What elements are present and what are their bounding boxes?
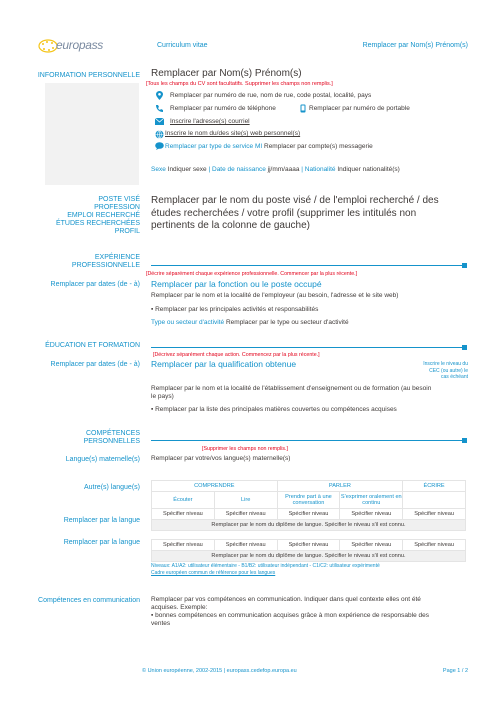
- europass-logo-text: europass: [56, 38, 103, 52]
- europass-logo-icon: [38, 38, 58, 54]
- photo-placeholder: [45, 83, 139, 185]
- birth-label: Date de naissance: [212, 166, 266, 173]
- mother-tongue-label: Langue(s) maternelle(s): [65, 456, 140, 463]
- mother-tongue-value: Remplacer par votre/vos langue(s) maternelle(s): [151, 455, 291, 462]
- email-text[interactable]: Inscrire l'adresse(s) courriel: [170, 118, 250, 125]
- europass-logo: [38, 37, 103, 55]
- section-divider: [151, 265, 465, 266]
- education-label: ÉDUCATION ET FORMATION: [45, 342, 140, 349]
- email-icon: [155, 118, 164, 127]
- experience-label-line: EXPÉRIENCE: [94, 254, 140, 261]
- level-cell[interactable]: Spécifier niveau: [277, 540, 340, 551]
- level-cell[interactable]: Spécifier niveau: [152, 540, 215, 551]
- personal-name: Remplacer par Nom(s) Prénom(s): [151, 68, 302, 79]
- communication-label: Compétences en communication: [38, 597, 140, 604]
- sex-birth-nationality-line: [151, 166, 400, 174]
- table-header-speak: PARLER: [277, 481, 403, 492]
- language-row-label: Remplacer par la langue: [63, 517, 140, 524]
- table-spacer: [152, 531, 466, 540]
- language-row-label: Remplacer par la langue: [63, 539, 140, 546]
- education-school: Remplacer par le nom et la localité de l'établissement d'enseignement ou de formation (au besoin le pays): [151, 385, 432, 400]
- diploma-row: Remplacer par le nom du diplôme de langue. Spécifier le niveau s'il est connu.: [152, 520, 466, 531]
- other-languages-label: Autre(s) langue(s): [83, 484, 140, 491]
- level-cell[interactable]: Spécifier niveau: [214, 509, 277, 520]
- language-table: [151, 480, 466, 562]
- phone-text: Remplacer par numéro de téléphone: [170, 105, 276, 112]
- footer-copyright: © Union européenne, 2002-2015 | europass.cedefop.europa.eu: [142, 668, 297, 674]
- table-subheader-production: S'exprimer oralement en continu: [340, 492, 403, 509]
- experience-employer: Remplacer par le nom et la localité de l'employeur (au besoin, l'adresse et le site web): [151, 292, 399, 299]
- level-note-line: Inscrire le niveau du: [423, 361, 468, 367]
- table-header-understand: COMPRENDRE: [152, 481, 278, 492]
- experience-label: [72, 254, 140, 270]
- sector-label: Type ou secteur d'activité: [151, 319, 225, 326]
- table-subheader-interaction: Prendre part à une conversation: [277, 492, 340, 509]
- education-title: Remplacer par la qualification obtenue: [151, 359, 297, 369]
- experience-sector: [151, 319, 349, 327]
- education-subjects: ▪ Remplacer par la liste des principales matières couvertes ou compétences acquises: [151, 406, 397, 413]
- communication-text: Remplacer par vos compétences en communication. Indiquer dans quel contexte elles ont été acquises. Exemple:: [151, 596, 421, 611]
- education-instruction: [Décrivez séparément chaque action. Commencez par la plus récente.]: [153, 352, 320, 358]
- level-cell[interactable]: Spécifier niveau: [152, 509, 215, 520]
- level-note-line: cas échéant: [441, 374, 468, 380]
- personal-instruction: [Tous les champs du CV sont facultatifs. Supprimer les champs non remplis.]: [146, 81, 333, 87]
- table-subheader-listening: Écouter: [152, 492, 215, 509]
- nationality-value: Indiquer nationalité(s): [337, 166, 400, 173]
- level-cell[interactable]: Spécifier niveau: [277, 509, 340, 520]
- position-label-line: PROFIL: [114, 228, 140, 235]
- sex-label: Sexe: [151, 166, 166, 173]
- section-divider: [151, 347, 465, 348]
- experience-activities: ▪ Remplacer par les principales activités et responsabilités: [151, 306, 319, 313]
- education-level-note: [398, 361, 468, 381]
- website-icon: [155, 130, 164, 139]
- skills-label-line: PERSONNELLES: [83, 438, 140, 445]
- section-divider: [151, 440, 465, 441]
- messaging-account: Remplacer par compte(s) messagerie: [264, 143, 373, 150]
- section-marker: [462, 263, 467, 268]
- footer-page-number: Page 1 / 2: [442, 668, 468, 674]
- experience-label-line: PROFESSIONNELLE: [71, 262, 140, 269]
- section-marker: [462, 345, 467, 350]
- position-text: Remplacer par le nom du poste visé / de l'emploi recherché / des études recherchées / votre profil (supprimer les intitulés non pertinents de la colonne de gauche): [151, 195, 439, 231]
- messaging-line: [165, 143, 373, 151]
- header-name: Remplacer par Nom(s) Prénom(s): [362, 42, 468, 49]
- position-label-line: PROFESSION: [94, 204, 140, 211]
- experience-dates: Remplacer par dates (de - à): [50, 281, 140, 288]
- skills-instruction: [Supprimer les champs non remplis.]: [202, 446, 288, 452]
- sex-value: Indiquer sexe: [167, 166, 207, 173]
- experience-title: Remplacer par la fonction ou le poste occupé: [151, 279, 322, 289]
- education-dates: Remplacer par dates (de - à): [50, 361, 140, 368]
- separator: |: [301, 166, 303, 173]
- position-label-line: EMPLOI RECHERCHÉ: [67, 212, 140, 219]
- position-label-line: ÉTUDES RECHERCHÉES: [55, 220, 140, 227]
- address-text: Remplacer par numéro de rue, nom de rue, code postal, localité, pays: [170, 92, 372, 99]
- mobile-icon: [298, 104, 307, 113]
- table-subheader-writing: [403, 492, 466, 509]
- diploma-row: Remplacer par le nom du diplôme de langue. Spécifier le niveau s'il est connu.: [152, 551, 466, 562]
- location-pin-icon: [155, 91, 164, 100]
- table-subheader-reading: Lire: [214, 492, 277, 509]
- position-label: [56, 196, 140, 236]
- doc-title: Curriculum vitae: [157, 42, 208, 49]
- table-header-write: ÉCRIRE: [403, 481, 466, 492]
- level-cell[interactable]: Spécifier niveau: [340, 509, 403, 520]
- level-note-line: CEC (ou autre) le: [429, 367, 468, 374]
- personal-info-label: INFORMATION PERSONNELLE: [37, 72, 140, 79]
- birth-value: jj/mm/aaaa: [267, 166, 300, 173]
- skills-label: [84, 430, 140, 446]
- framework-link[interactable]: Cadre européen commun de référence pour les langues: [151, 570, 276, 576]
- messaging-type: Remplacer par type de service MI: [165, 143, 263, 150]
- section-marker: [462, 438, 467, 443]
- level-cell[interactable]: Spécifier niveau: [403, 540, 466, 551]
- level-cell[interactable]: Spécifier niveau: [214, 540, 277, 551]
- level-cell[interactable]: Spécifier niveau: [403, 509, 466, 520]
- level-cell[interactable]: Spécifier niveau: [340, 540, 403, 551]
- website-text[interactable]: Inscrire le nom du/des site(s) web personnel(s): [165, 130, 301, 137]
- skills-label-line: COMPÉTENCES: [85, 430, 140, 437]
- experience-instruction: [Décrire séparément chaque expérience professionnelle. Commencer par la plus récente.]: [146, 271, 358, 277]
- communication-bullet: ▪ bonnes compétences en communication acquises grâce à mon expérience de responsable des ventes: [151, 612, 429, 627]
- levels-note: Niveaux: A1/A2: utilisateur élémentaire - B1/B2: utilisateur indépendant - C1/C2: utilisateur expérimenté: [151, 563, 380, 569]
- nationality-label: Nationalité: [304, 166, 336, 173]
- mobile-text: Remplacer par numéro de portable: [309, 105, 410, 112]
- position-label-line: POSTE VISÉ: [98, 196, 140, 203]
- phone-icon: [155, 104, 164, 113]
- sector-value: Remplacer par le type ou secteur d'activité: [225, 319, 349, 326]
- messaging-icon: [155, 142, 164, 151]
- separator: |: [208, 166, 211, 173]
